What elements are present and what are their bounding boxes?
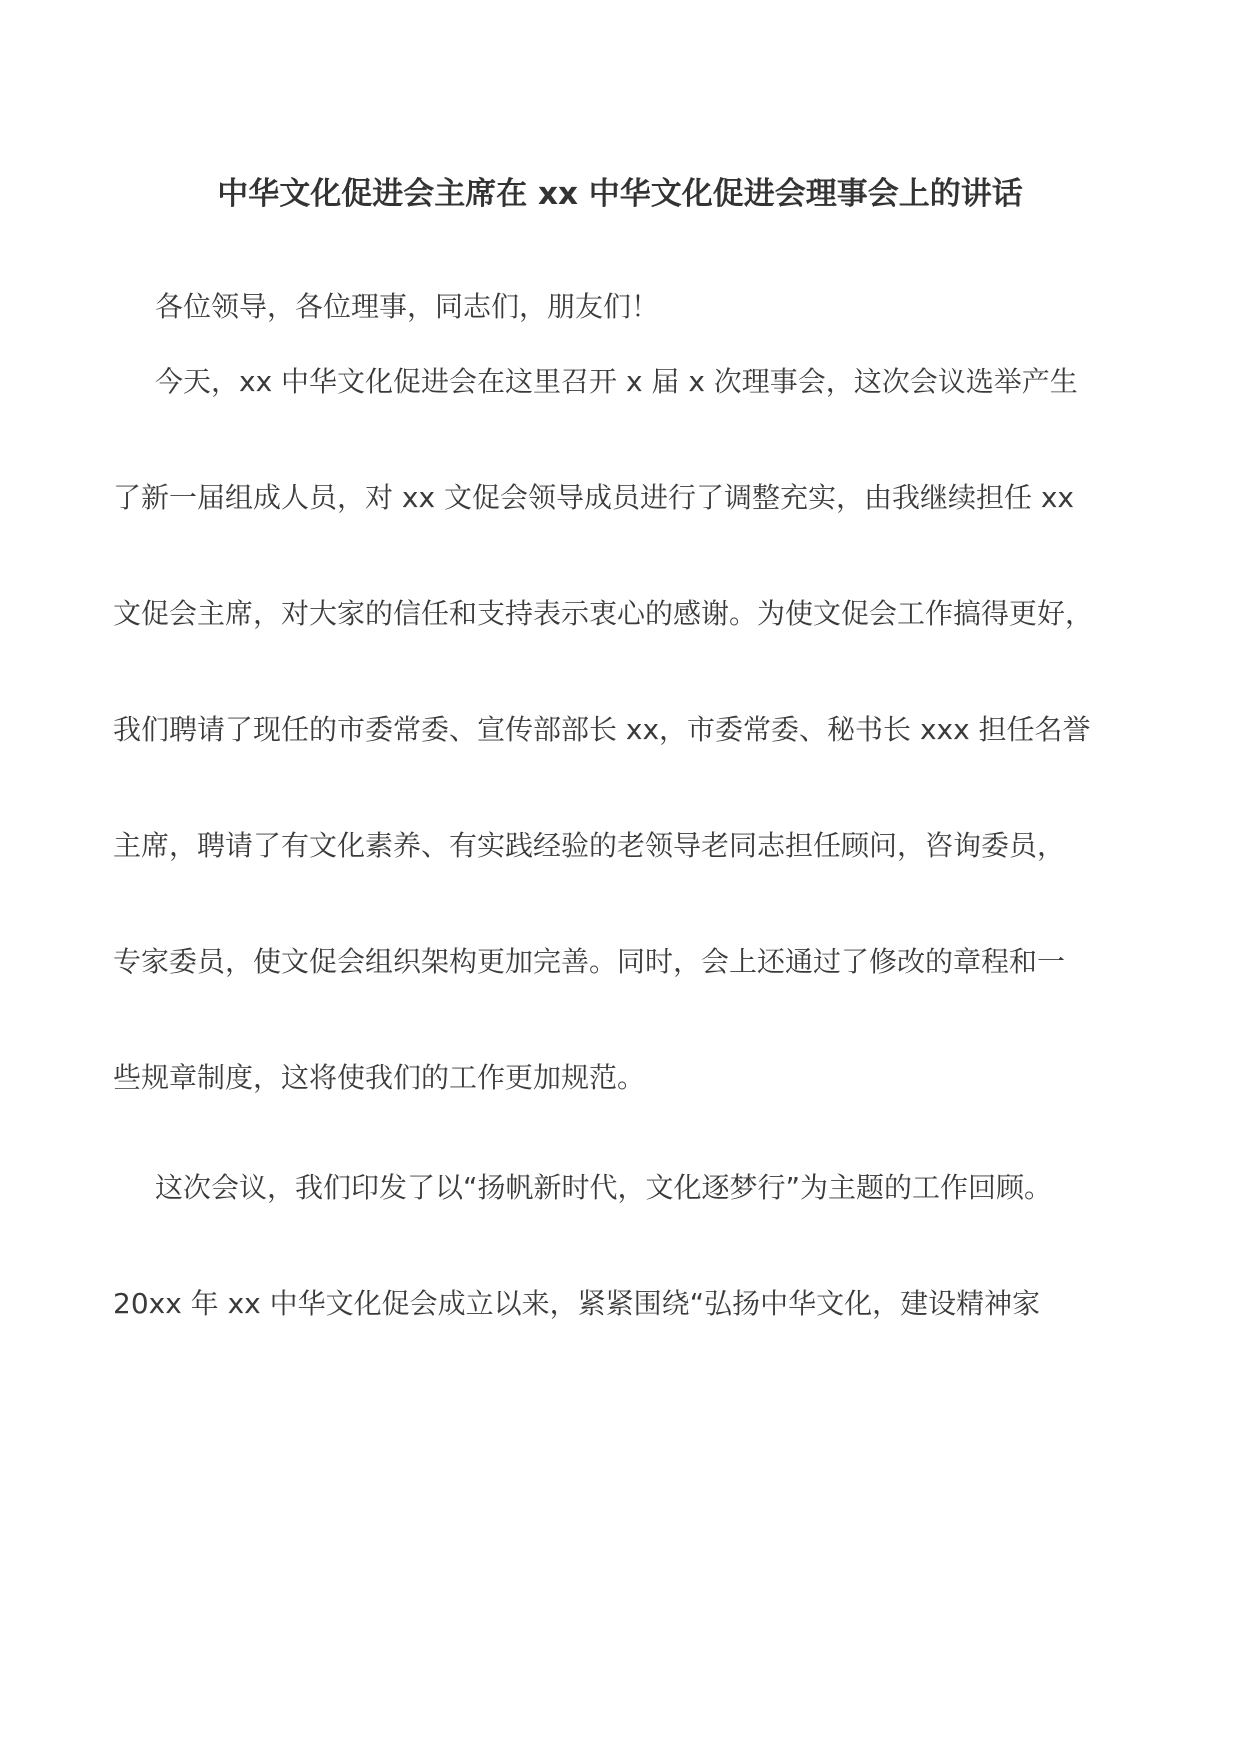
paragraph-line: 这次会议，我们印发了以“扬帆新时代，文化逐梦行”为主题的工作回顾。 [155, 1171, 1053, 1204]
paragraph-greeting: 各位领导，各位理事，同志们，朋友们！ [155, 290, 660, 323]
paragraph-line: 主席，聘请了有文化素养、有实践经验的老领导老同志担任顾问，咨询委员， [113, 829, 1066, 862]
paragraph-line: 专家委员，使文促会组织架构更加完善。同时，会上还通过了修改的章程和一 [113, 945, 1066, 978]
paragraph-line: 文促会主席，对大家的信任和支持表示衷心的感谢。为使文促会工作搞得更好， [113, 597, 1094, 630]
paragraph-line: 些规章制度，这将使我们的工作更加规范。 [113, 1061, 646, 1094]
paragraph-line: 我们聘请了现任的市委常委、宣传部部长 xx，市委常委、秘书长 xxx 担任名誉 [113, 713, 1091, 746]
paragraph-line: 了新一届组成人员，对 xx 文促会领导成员进行了调整充实，由我继续担任 xx [113, 481, 1074, 514]
document-title: 中华文化促进会主席在 xx 中华文化促进会理事会上的讲话 [217, 176, 1023, 212]
paragraph-line: 今天，xx 中华文化促进会在这里召开 x 届 x 次理事会，这次会议选举产生 [155, 365, 1078, 398]
paragraph-line: 20xx 年 xx 中华文化促会成立以来，紧紧围绕“弘扬中华文化，建设精神家 [113, 1287, 1041, 1320]
